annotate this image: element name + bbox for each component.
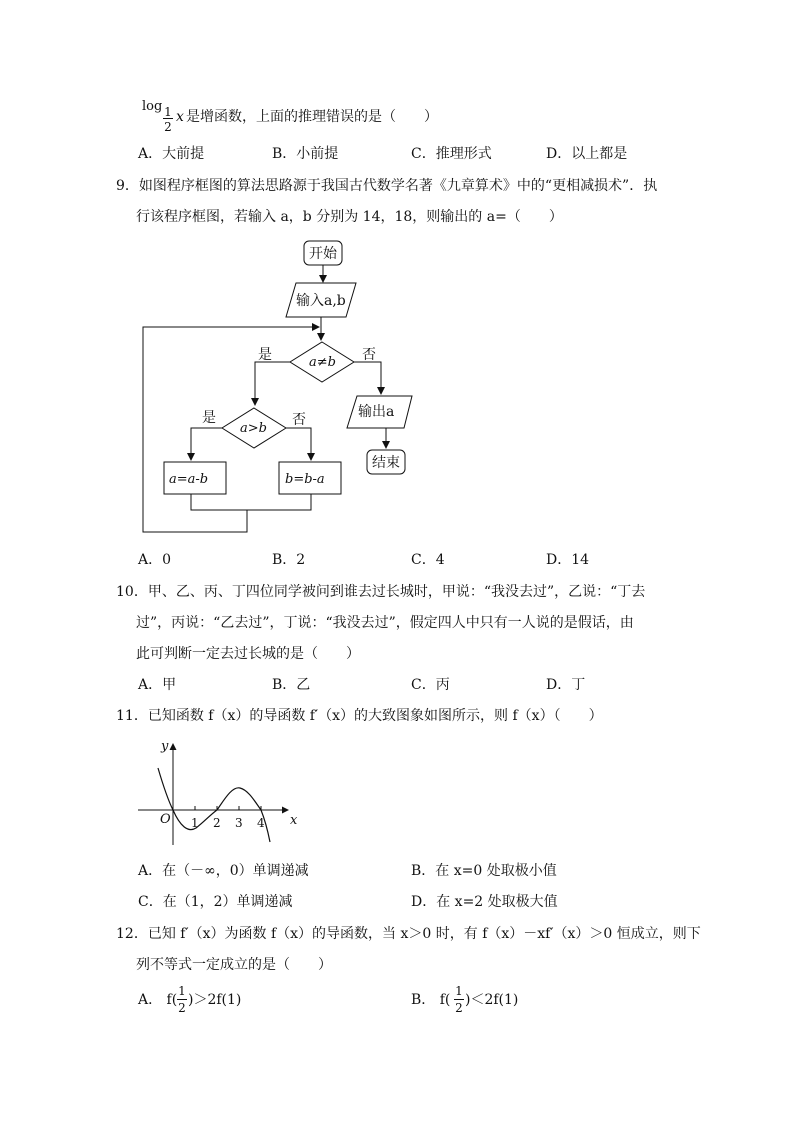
q12-option-a-numerator: 1 [178,984,186,998]
log-prefix: log [142,99,163,114]
q10-option-a: A．甲 [138,677,177,693]
q10-stem-line1: 10．甲、乙、丙、丁四位同学被问到谁去过长城时，甲说：“我没去过”，乙说：“丁去 [116,584,646,600]
flow-no2-label: 否 [292,412,306,428]
q9-option-c: C．4 [411,552,445,568]
graph-y-label: y [161,739,169,754]
q9-stem-line2: 行该程序框图，若输入 a，b 分别为 14，18，则输出的 a=（ ） [136,209,563,225]
log-base-numerator: 1 [164,105,172,119]
q12-option-a-suffix: )＞2f(1) [188,992,242,1008]
q10-option-c: C．丙 [411,677,450,693]
flow-yes2-label: 是 [202,410,216,426]
flow-end-label: 结束 [372,455,400,471]
q10-stem-line2: 过”，丙说：“乙去过”，丁说：“我没去过”，假定四人中只有一人说的是假话，由 [136,615,634,631]
q12-option-b-prefix: B． f( [411,992,451,1008]
fraction-bar [177,999,187,1000]
graph-tick-3: 3 [235,816,243,830]
q12-option-b-numerator: 1 [455,984,463,998]
q8-stem-tail: 是增函数，上面的推理错误的是（ ） [186,109,438,125]
q12-option-b-denominator: 2 [455,1001,463,1015]
graph-tick-1: 1 [191,816,199,830]
flow-cond2-label: a>b [240,421,267,436]
q10-stem-line3: 此可判断一定去过长城的是（ ） [136,646,360,662]
flow-cond1-label: a≠b [309,355,336,370]
q8-option-b: B．小前提 [272,146,339,162]
q11-stem-line1: 11．已知函数 f（x）的导函数 f′（x）的大致图象如图所示，则 f（x）（ ） [116,708,603,724]
q12-stem-line2: 列不等式一定成立的是（ ） [136,957,332,973]
flow-assign2-label: b=b-a [285,472,325,487]
flow-input-label: 输入a,b [296,293,346,309]
q11-option-c: C．在（1，2）单调递减 [138,894,293,910]
q9-option-a: A．0 [138,552,172,568]
log-base-denominator: 2 [164,120,172,134]
q9-option-b: B．2 [272,552,306,568]
flow-assign1-label: a=a-b [169,472,209,487]
q12-stem-line1: 12．已知 f′（x）为函数 f（x）的导函数，当 x＞0 时，有 f（x）－xf′（x）＞0 恒成立，则下 [116,926,701,942]
fraction-bar [454,999,464,1000]
q11-option-b: B．在 x=0 处取极小值 [411,863,557,879]
q8-option-c: C．推理形式 [411,146,492,162]
graph-tick-4: 4 [257,816,265,830]
flow-output-label: 输出a [358,404,395,420]
flow-no1-label: 否 [362,347,376,363]
graph-origin-label: O [160,812,171,827]
flow-yes1-label: 是 [258,347,272,363]
log-variable: x [176,109,184,125]
q12-option-a-prefix: A． f( [138,992,178,1008]
q12-option-a-denominator: 2 [178,1001,186,1015]
flow-start-label: 开始 [309,246,337,262]
q8-option-a: A．大前提 [138,146,205,162]
q12-option-b-suffix: )＜2f(1) [465,992,519,1008]
q10-option-d: D．丁 [546,677,586,693]
q9-stem-line1: 9．如图程序框图的算法思路源于我国古代数学名著《九章算术》中的“更相减损术”．执 [116,178,658,194]
graph-tick-2: 2 [213,816,221,830]
q10-option-b: B．乙 [272,677,311,693]
q9-option-d: D．14 [546,552,590,568]
graph-x-label: x [290,813,298,828]
q8-option-d: D．以上都是 [546,146,628,162]
q11-option-d: D．在 x=2 处取极大值 [411,894,558,910]
q11-option-a: A．在（－∞，0）单调递减 [138,863,309,879]
